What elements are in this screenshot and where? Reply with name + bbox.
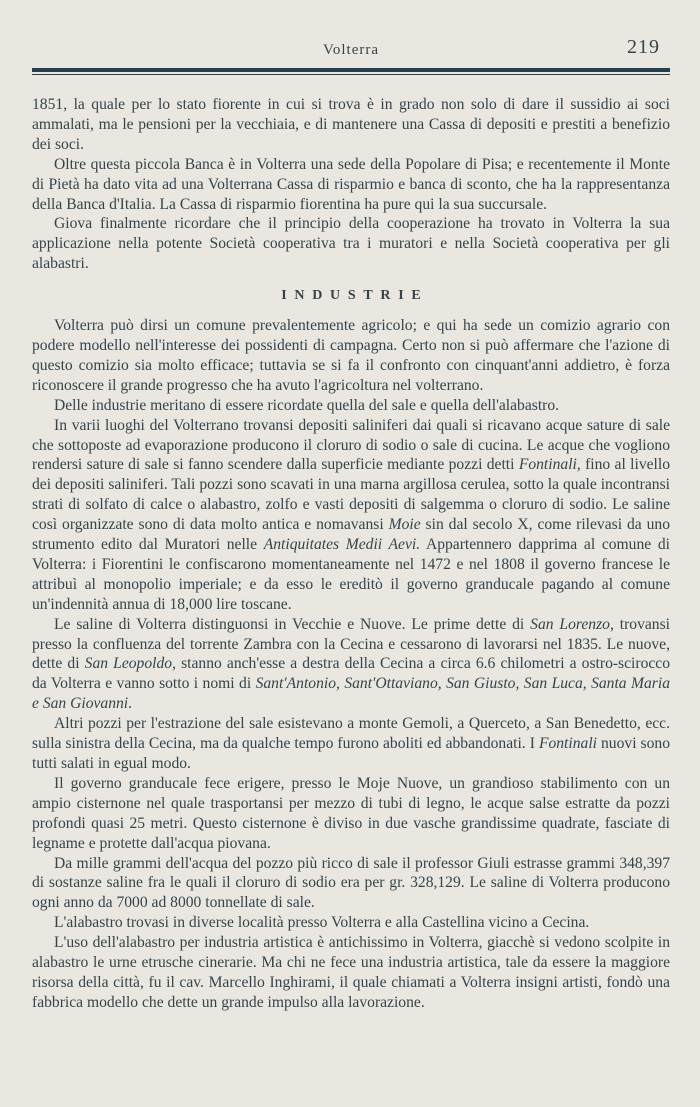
page-body xyxy=(32,95,670,1013)
paragraph xyxy=(32,416,670,615)
paragraph xyxy=(32,155,670,215)
text-run: 1851, la quale per lo stato fiorente in cui si trova è in grado non solo di dare il sussidio ai soci ammalati, ma le pensioni per la vecchiaia, e di mantenere una Cassa di depositi e prestiti a benefizio dei soci. xyxy=(32,96,670,153)
paragraph xyxy=(32,933,670,1013)
text-run: , trovansi presso la confluenza del torrente Zambra con la Cecina e cessarono di lavorarsi nel 1835. Le nuove, dette di xyxy=(32,615,671,673)
paragraph xyxy=(32,214,670,274)
text-run: INDUSTRIE xyxy=(281,288,429,304)
text-run: Giova finalmente ricordare che il principio della cooperazione ha trovato in Volterra la sua applicazione nella potente Società cooperativa tra i muratori e nella Società cooperativa per gli alabastri. xyxy=(32,215,670,273)
italic-text-run: Fontinali xyxy=(518,456,577,474)
text-run: nuovi sono tutti salati in egual modo. xyxy=(32,735,671,772)
paragraph xyxy=(32,316,670,396)
paragraph xyxy=(32,396,670,416)
paragraph xyxy=(32,95,670,155)
italic-text-run: Fontinali xyxy=(538,735,597,753)
page-number: 219 xyxy=(627,36,660,58)
paragraph xyxy=(32,913,670,933)
text-run: Oltre questa piccola Banca è in Volterra una sede della Popolare di Pisa; e recentemente il Monte di Pietà ha dato vita ad una Volterrana Cassa di risparmio e banca di sconto, che ha la rappresentanza della Banca d'Italia. La Cassa di risparmio fiorentina ha pure qui la sua succursale. xyxy=(32,155,670,213)
text-run: , fino al livello dei depositi saliniferi. Tali pozzi sono scavati in una marna argillosa cerulea, sotto la quale incontransi strati di solfato di calce o alabastro, zolfo e vasti depositi di salgemma o cloruro di sodio. Le saline così organizzate sono di data molto antica e nomavansi xyxy=(32,456,671,534)
page-header xyxy=(32,36,670,64)
italic-text-run: San Leopoldo xyxy=(84,655,173,673)
text-run: Altri pozzi per l'estrazione del sale esistevano a monte Gemoli, a Querceto, a San Benedetto, ecc. sulla sinistra della Cecina, ma da qualche tempo furono aboliti ed abbandonati. I xyxy=(32,715,670,753)
header-rule xyxy=(32,68,670,75)
italic-text-run: Moie xyxy=(388,516,421,534)
text-run: Le saline di Volterra distinguonsi in Vecchie e Nuove. Le prime dette di xyxy=(54,615,531,633)
text-run: . xyxy=(128,695,133,713)
section-heading xyxy=(32,286,670,306)
text-run: Volterra può dirsi un comune prevalentemente agricolo; e qui ha sede un comizio agrario con podere modello nell'interesse dei possidenti di campagna. Certo non si può affermare che l'azione di questo comizio sia molto efficace; tuttavia se si fa il confronto con cinquant'anni addietro, è forza riconoscere il grande progresso che ha avuto l'agricoltura nel volterrano. xyxy=(32,317,670,394)
paragraph xyxy=(32,854,670,914)
text-run: Da mille grammi dell'acqua del pozzo più ricco di sale il professor Giuli estrasse grammi 348,397 di sostanze saline fra le quali il cloruro di sodio era per gr. 328,129. Le saline di Volterra producono ogni anno da 7000 ad 8000 tonnellate di sale. xyxy=(32,854,670,912)
italic-text-run: San Lorenzo xyxy=(530,615,610,633)
italic-text-run: Antiquitates Medii Aevi. xyxy=(263,536,421,554)
italic-text-run: Sant'Antonio, Sant'Ottaviano, San Giusto, San Luca, Santa Maria e San Giovanni xyxy=(32,675,670,713)
running-title: Volterra xyxy=(322,42,380,58)
text-run: sin dal secolo X, come rilevasi da uno strumento edito dal Muratori nelle xyxy=(32,516,670,554)
text-run: L'alabastro trovasi in diverse località presso Volterra e alla Castellina vicino a Cecina. xyxy=(54,914,590,932)
text-run: Il governo granducale fece erigere, presso le Moje Nuove, un grandioso stabilimento con un ampio cisternone nel quale trasportansi per mezzo di tubi di legno, le acque salse estratte da pozzi profondi quasi 25 metri. Questo cisternone è diviso in due vasche grandissime quadrate, fasciate di legname e protette dall'acqua piovana. xyxy=(32,774,670,852)
text-run: Appartennero dapprima al comune di Volterra: i Fiorentini le confiscarono momentaneamente nel 1472 e nel 1808 il governo francese le attribuì al monopolio imperiale; e da esso le ereditò il governo granducale pagando al comune un'indennità annua di 18,000 lire toscane. xyxy=(32,536,670,613)
text-run: , stanno anch'esse a destra della Cecina a circa 6.6 chilometri a ostro-scirocco da Volterra e vanno sotto i nomi di xyxy=(32,655,671,693)
paragraph xyxy=(32,615,670,715)
paragraph xyxy=(32,774,670,854)
text-run: In varii luoghi del Volterrano trovansi depositi saliniferi dai quali si ricavano acque sature di sale che sottoposte ad evaporazione producono il cloruro di sodio o sale di cucina. Le acque che vogliono rendersi sature di sale si fanno scendere dalla superficie mediante pozzi detti xyxy=(32,416,670,474)
text-run: Delle industrie meritano di essere ricordate quella del sale e quella dell'alabastro. xyxy=(54,396,560,414)
text-run: L'uso dell'alabastro per industria artistica è antichissimo in Volterra, giacchè si vedono scolpite in alabastro le urne etrusche cinerarie. Ma chi ne fece una industria artistica, tale da essere la maggiore risorsa della città, fu il cav. Marcello Inghirami, il quale chiamati a Volterra insigni artisti, fondò una fabbrica modello che dette un grande impulso alla lavorazione. xyxy=(32,934,670,1011)
paragraph xyxy=(32,714,670,774)
